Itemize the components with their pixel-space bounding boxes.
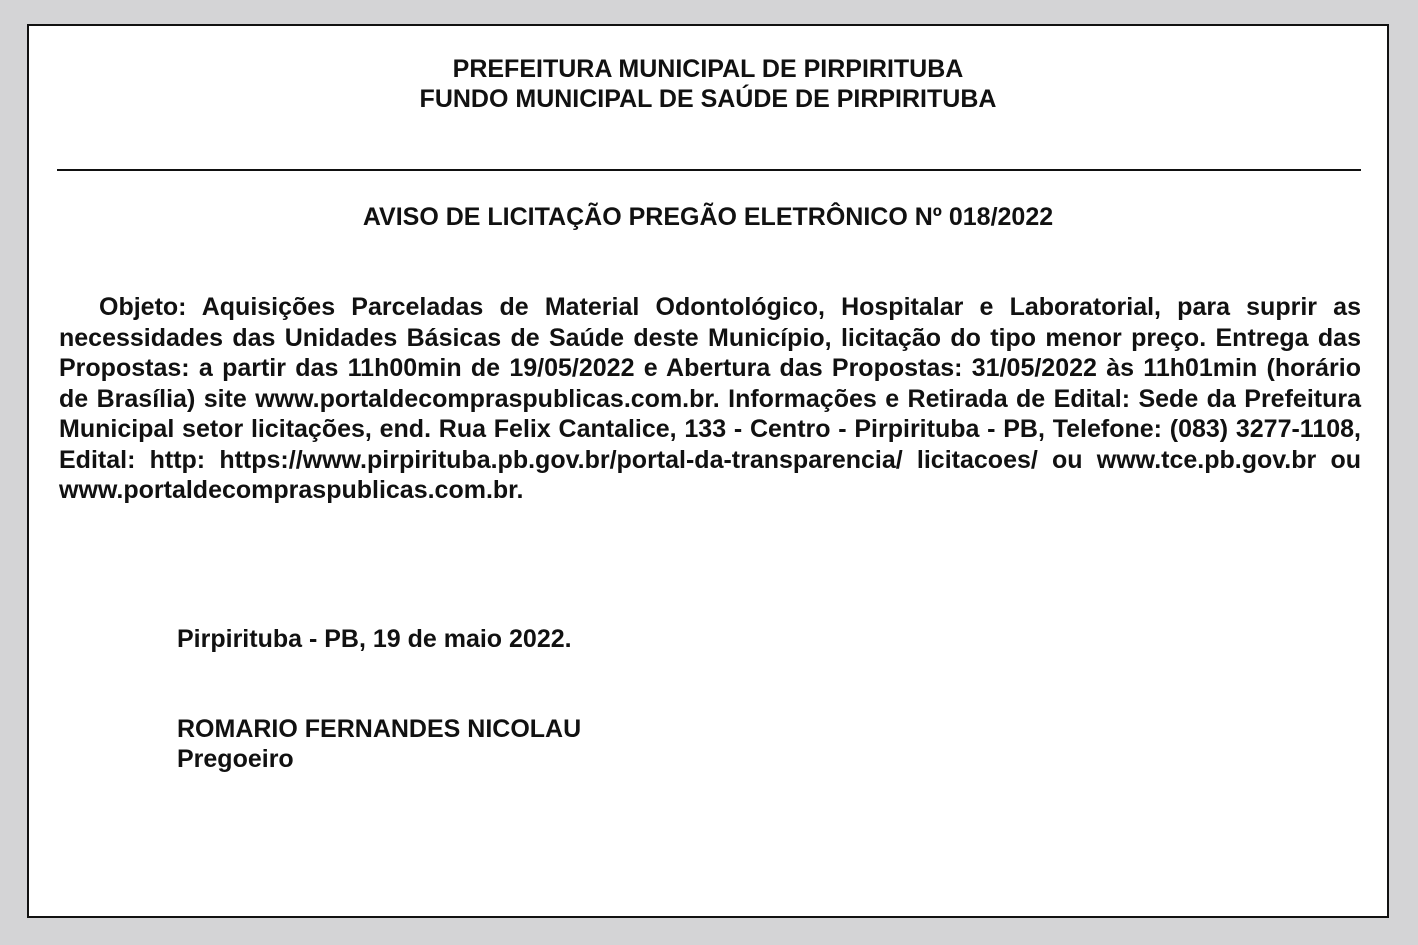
date-line: Pirpirituba - PB, 19 de maio 2022. <box>177 625 572 653</box>
signer-name: ROMARIO FERNANDES NICOLAU <box>177 715 582 743</box>
notice-body: Objeto: Aquisições Parceladas de Material Odontológico, Hospitalar e Laboratorial, para suprir as necessidades das Unidades Básicas de Saúde deste Município, licitação do tipo menor preço. Entrega das Propostas: a partir das 11h00min de 19/05/2022 e Abertura das Propostas: 31/05/2022 às 11h01min (horário de Brasília) site www.portaldecompraspublicas.com.br. Informações e Retirada de Edital: Sede da Prefeitura Municipal setor licitações, end. Rua Felix Cantalice, 133 - Centro - Pirpirituba - PB, Telefone: (083) 3277-1108, Edital: http: https://www.pirpirituba.pb.gov.br/portal-da-transparencia/ licitacoes/ ou www.tce.pb.gov.br ou www.portaldecompraspublicas.com.br. <box>59 293 1361 504</box>
signature-block <box>177 714 581 774</box>
header-line-prefeitura: PREFEITURA MUNICIPAL DE PIRPIRITUBA <box>452 55 964 83</box>
notice-title: AVISO DE LICITAÇÃO PREGÃO ELETRÔNICO Nº 018/2022 <box>362 203 1054 231</box>
document-header <box>29 54 1387 114</box>
signer-role: Pregoeiro <box>177 745 294 773</box>
notice-document <box>27 24 1389 918</box>
header-line-fundo: FUNDO MUNICIPAL DE SAÚDE DE PIRPIRITUBA <box>419 85 997 113</box>
header-divider <box>57 169 1361 171</box>
